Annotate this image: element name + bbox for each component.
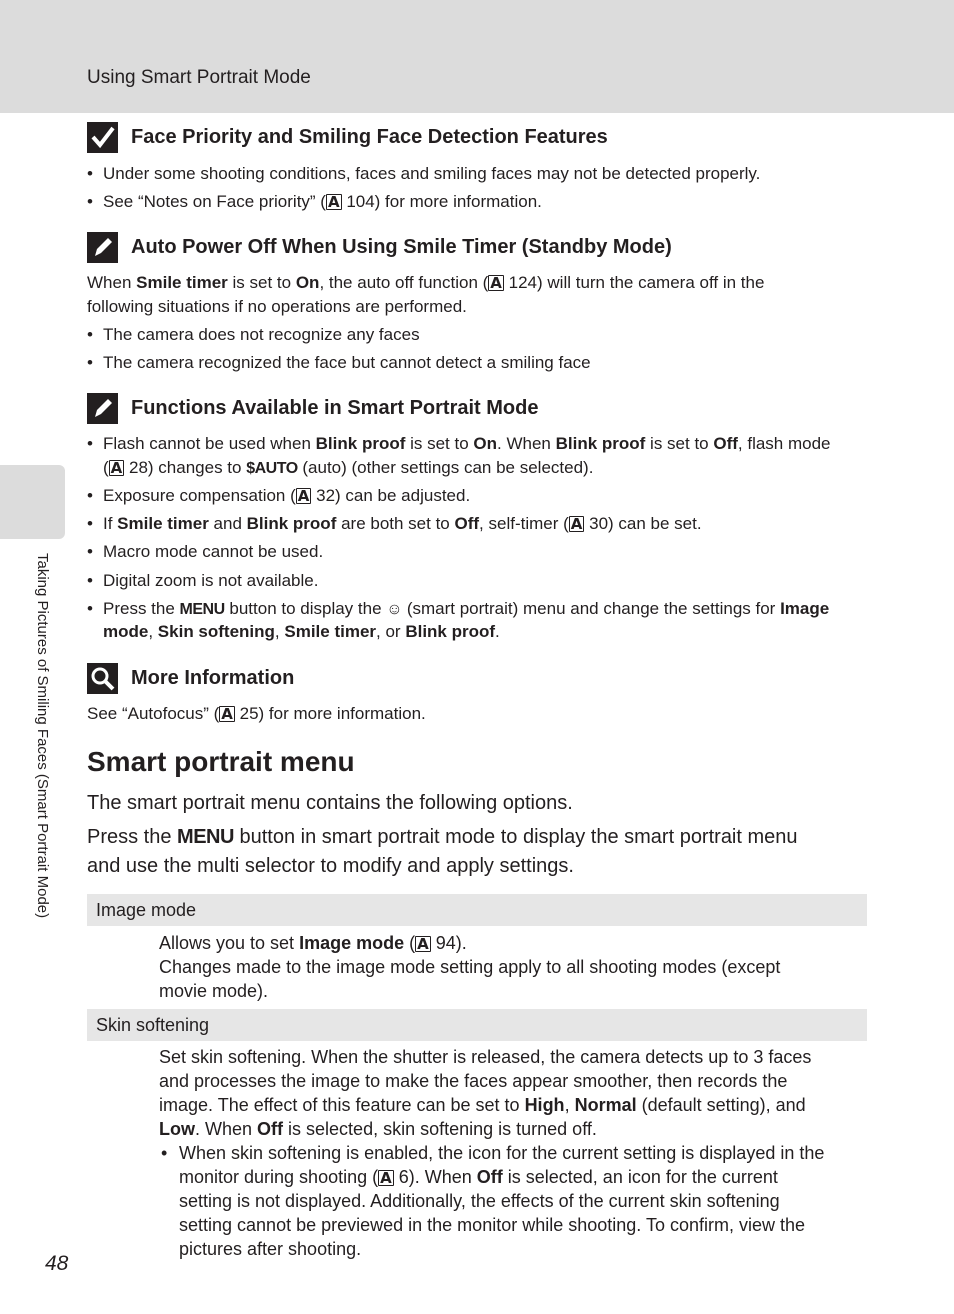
section-intro: and use the multi selector to modify and apply settings. [87, 855, 574, 877]
note-face-priority-heading [87, 122, 608, 153]
page-ref-icon: A [570, 515, 583, 533]
list-item: • See “Notes on Face priority” ( A 104) for more information. [87, 190, 542, 214]
list-item-continuation: setting is not displayed. Additionally, the effects of the current skin softening [179, 1191, 780, 1211]
page-ref-icon: A [380, 1169, 392, 1187]
list-item-continuation: monitor during shooting ( A 6). When Off is selected, an icon for the current [179, 1167, 778, 1187]
note-pencil-icon [87, 232, 118, 263]
page-ref-icon: A [490, 274, 502, 292]
flash-auto-icon: $AUTO [246, 460, 298, 477]
list-item: • Under some shooting conditions, faces and smiling faces may not be detected properly. [87, 162, 760, 186]
page-ref-icon: A [221, 705, 233, 723]
list-item: • If Smile timer and Blink proof are both set to Off, self-timer ( A 30) can be set. [87, 512, 702, 536]
list-item: • When skin softening is enabled, the icon for the current setting is displayed in the [159, 1141, 859, 1165]
list-item: • The camera recognized the face but cannot detect a smiling face [87, 351, 591, 375]
note-auto-power-text-2: following situations if no operations are performed. [87, 297, 467, 316]
menu-item-description: image. The effect of this feature can be set to High, Normal (default setting), and [159, 1095, 806, 1115]
menu-button-icon: MENU [177, 826, 234, 848]
menu-item-description: movie mode). [159, 981, 269, 1001]
list-item-continuation: setting cannot be previewed in the monitor while shooting. To confirm, view the [179, 1215, 806, 1235]
section-intro: Press the MENU button in smart portrait mode to display the smart portrait menu [87, 826, 798, 848]
note-more-info-heading [87, 663, 294, 694]
menu-item-image-mode: Image mode [87, 894, 867, 926]
list-item: • Digital zoom is not available. [87, 569, 318, 593]
caution-check-icon [87, 122, 118, 153]
chapter-tab [0, 465, 65, 539]
smart-portrait-icon: ☺ [386, 601, 403, 618]
note-more-info-title: More Information [131, 667, 295, 689]
note-auto-power-heading [87, 232, 672, 263]
note-auto-power-text: When Smile timer is set to On, the auto off function ( A 124) will turn the camera off in the [87, 273, 765, 292]
header-band [0, 0, 954, 113]
page-ref-icon: A [110, 459, 123, 477]
note-functions-heading [87, 393, 538, 424]
list-item: • Exposure compensation ( A 32) can be adjusted. [87, 484, 470, 508]
menu-item-description: Set skin softening. When the shutter is released, the camera detects up to 3 faces [159, 1047, 812, 1067]
note-face-priority-title: Face Priority and Smiling Face Detection Features [131, 126, 608, 148]
menu-item-description: Allows you to set Image mode ( A 94). [159, 933, 467, 953]
menu-item-description: Low. When Off is selected, skin softening is turned off. [159, 1119, 597, 1139]
page-ref-icon: A [327, 193, 340, 211]
menu-item-description: and processes the image to make the faces appear smoother, then records the [159, 1071, 788, 1091]
note-auto-power-title: Auto Power Off When Using Smile Timer (Standby Mode) [131, 236, 672, 258]
running-header: Using Smart Portrait Mode [87, 67, 311, 88]
section-intro: The smart portrait menu contains the following options. [87, 792, 573, 814]
list-item-continuation: pictures after shooting. [179, 1239, 362, 1259]
note-pencil-icon [87, 393, 118, 424]
note-functions-title: Functions Available in Smart Portrait Mode [131, 397, 539, 419]
list-item-continuation: ( A 28) changes to $AUTO (auto) (other settings can be selected). [103, 458, 594, 477]
list-item: • Press the MENU button to display the ☺ (smart portrait) menu and change the settings for Image [87, 597, 829, 622]
list-item: • Flash cannot be used when Blink proof is set to On. When Blink proof is set to Off, flash mode [87, 432, 831, 456]
section-title: Smart portrait menu [87, 746, 355, 777]
note-more-info-text: See “Autofocus” ( A 25) for more information. [87, 704, 426, 723]
list-item-continuation: mode, Skin softening, Smile timer, or Blink proof. [103, 622, 500, 641]
magnifier-icon [87, 663, 118, 694]
page-ref-icon: A [417, 935, 429, 953]
list-item: • The camera does not recognize any faces [87, 323, 420, 347]
list-item: • Macro mode cannot be used. [87, 540, 323, 564]
page-number: 48 [45, 1252, 69, 1275]
menu-button-icon: MENU [179, 601, 225, 618]
chapter-side-label: Taking Pictures of Smiling Faces (Smart Portrait Mode) [34, 553, 51, 919]
page-ref-icon: A [297, 487, 310, 505]
menu-item-description: Changes made to the image mode setting apply to all shooting modes (except [159, 957, 781, 977]
menu-item-skin-softening: Skin softening [87, 1009, 867, 1041]
